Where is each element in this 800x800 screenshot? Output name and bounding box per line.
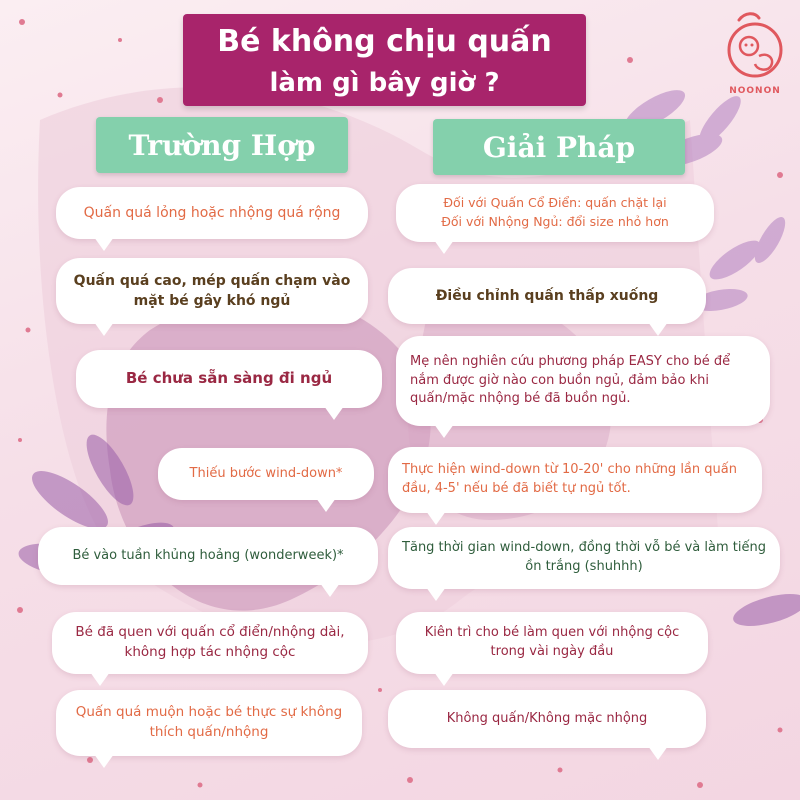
solution-text: Mẹ nên nghiên cứu phương pháp EASY cho bé để nắm được giờ nào con buồn ngủ, đảm bảo khi quấn/mặc nhộng bé đã buồn ngủ. <box>410 353 731 407</box>
solution-text: Đối với Quấn Cổ Điển: quấn chặt lại <box>443 195 667 211</box>
case-bubble <box>56 690 362 756</box>
solution-bubble <box>388 268 706 324</box>
solution-text: Thực hiện wind-down từ 10-20' cho những lần quấn đầu, 4-5' nếu bé đã biết tự ngủ tốt. <box>402 462 737 496</box>
case-bubble <box>56 187 368 239</box>
logo-text: NOONON <box>729 86 781 96</box>
case-text: Bé đã quen với quấn cổ điển/nhộng dài, không hợp tác nhộng cộc <box>75 624 345 660</box>
case-text: Quấn quá lỏng hoặc nhộng quá rộng <box>83 204 341 221</box>
case-bubble <box>38 527 378 585</box>
title-line-2: làm gì bây giờ ? <box>269 68 500 98</box>
header-solutions: Giải Pháp <box>433 119 685 175</box>
header-cases: Trường Hợp <box>96 117 348 173</box>
case-text: Quấn quá muộn hoặc bé thực sự không thích quấn/nhộng <box>75 704 343 740</box>
case-text: Quấn quá cao, mép quấn chạm vào mặt bé gây khó ngủ <box>73 272 351 309</box>
case-text: Bé vào tuần khủng hoảng (wonderweek)* <box>72 547 344 563</box>
solution-text: Kiên trì cho bé làm quen với nhộng cộc trong vài ngày đầu <box>424 625 680 659</box>
solution-bubble <box>388 447 762 513</box>
case-bubble <box>158 448 374 500</box>
baby-logo-icon <box>715 8 795 86</box>
case-bubble <box>52 612 368 674</box>
solution-bubble <box>388 527 780 589</box>
title-banner <box>183 14 586 106</box>
solution-bubble <box>396 184 714 242</box>
solution-text: Điều chỉnh quấn thấp xuống <box>435 287 659 304</box>
solution-bubble <box>388 690 706 748</box>
title-line-1: Bé không chịu quấn <box>217 24 552 59</box>
solution-text: Không quấn/Không mặc nhộng <box>446 710 648 726</box>
case-text: Bé chưa sẵn sàng đi ngủ <box>125 369 333 388</box>
case-bubble <box>76 350 382 408</box>
solution-bubble <box>396 612 708 674</box>
case-text: Thiếu bước wind-down* <box>189 465 343 481</box>
solution-bubble <box>396 336 770 426</box>
solution-text: Đối với Nhộng Ngủ: đổi size nhỏ hơn <box>441 214 669 229</box>
brand-logo <box>715 8 795 98</box>
solution-text: Tăng thời gian wind-down, đồng thời vỗ bé và làm tiếng ồn trắng (shuhhh) <box>402 540 766 574</box>
case-bubble <box>56 258 368 324</box>
